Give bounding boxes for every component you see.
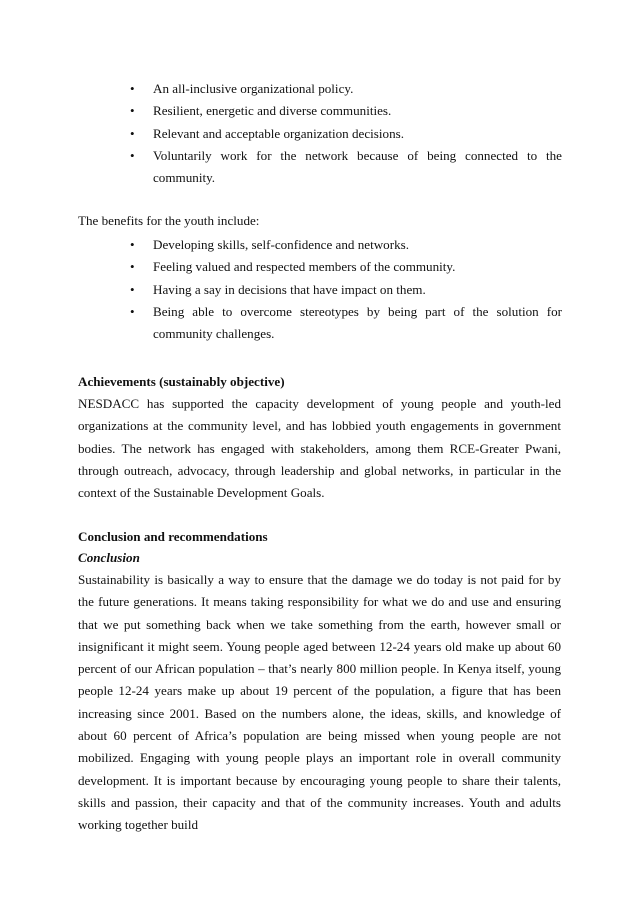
conclusion-recommendations-heading: Conclusion and recommendations	[78, 529, 268, 544]
achievements-paragraph: NESDACC has supported the capacity development of young people and youth-led organizations at the community level, and has lobbied youth engagements in government bodies. The network has engaged with stakeholders, among them RCE-Greater Pwani, through outreach, advocacy, through leadership and global networks, in particular in the context of the Sustainable Development Goals.	[78, 396, 561, 501]
list-item: • Voluntarily work for the network because of being connected to the community.	[130, 145, 562, 190]
list-item: • Feeling valued and respected members of the community.	[130, 256, 562, 278]
organization-benefits-list	[130, 78, 562, 189]
list-item: • Relevant and acceptable organization decisions.	[130, 123, 562, 145]
list-item: • Being able to overcome stereotypes by being part of the solution for community challenges.	[130, 301, 562, 346]
conclusion-paragraph: Sustainability is basically a way to ensure that the damage we do today is not paid for by the future generations. It means taking responsibility for what we do and use and ensuring that we put something back when we take something from the earth, however small or insignificant it might seem. Young people aged between 12-24 years old make up about 60 percent of our African population – that’s nearly 800 million people. In Kenya itself, young people 12-24 years make up about 19 percent of the population, a figure that has been increasing since 2001. Based on the numbers alone, the ideas, skills, and knowledge of about 60 percent of Africa’s population are being missed when young people are not mobilized. Engaging with young people plays an important role in overall community development. It is important because by encouraging young people to share their talents, skills and passion, their capacity and that of the community increases. Youth and adults working together build	[78, 572, 561, 833]
list-item: • Developing skills, self-confidence and networks.	[130, 234, 562, 256]
list-item: • An all-inclusive organizational policy.	[130, 78, 562, 100]
list-item: • Having a say in decisions that have impact on them.	[130, 279, 562, 301]
list-item: • Resilient, energetic and diverse communities.	[130, 100, 562, 122]
youth-benefits-intro: The benefits for the youth include:	[78, 213, 260, 228]
conclusion-subheading: Conclusion	[78, 550, 140, 565]
achievements-heading: Achievements (sustainably objective)	[78, 374, 285, 389]
youth-benefits-list	[130, 234, 562, 345]
